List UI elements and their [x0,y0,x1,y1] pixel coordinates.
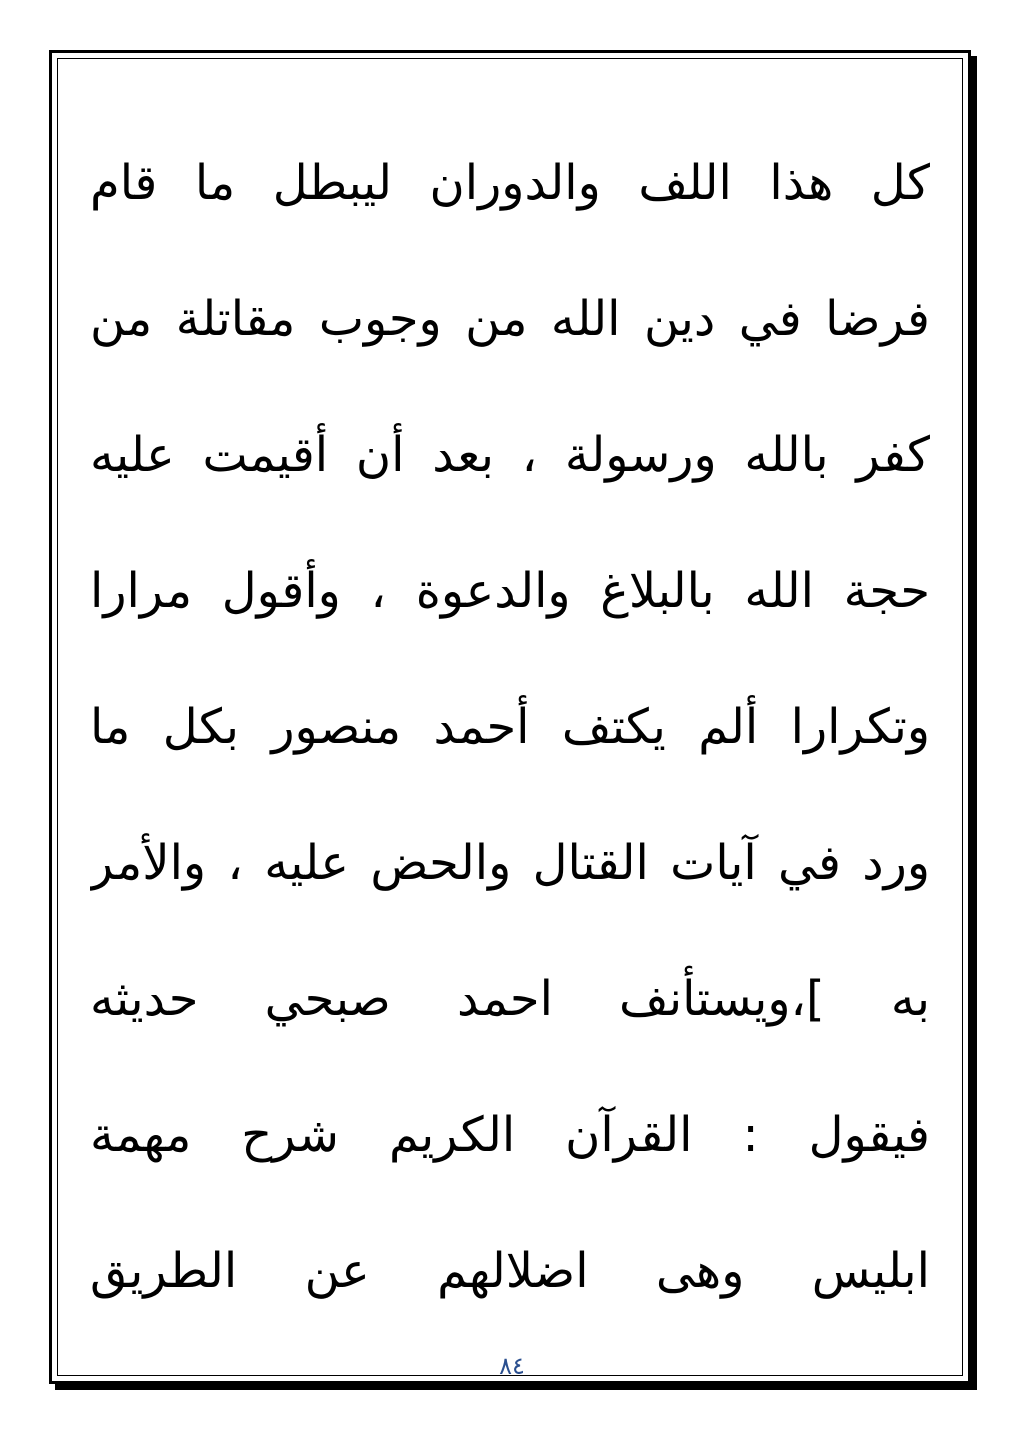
text-line-3: كفر بالله ورسولة ، بعد أن أقيمت عليه [90,427,930,483]
text-line-4: حجة الله بالبلاغ والدعوة ، وأقول مرارا [90,563,930,619]
text-line-8: فيقول : القرآن الكريم شرح مهمة [90,1107,930,1163]
text-line-2: فرضا في دين الله من وجوب مقاتلة من [90,291,930,347]
text-line-1: كل هذا اللف والدوران ليبطل ما قام [90,155,930,211]
text-line-7: به ]،ويستأنف احمد صبحي حديثه [90,971,930,1027]
body-text [90,115,930,1339]
text-line-5: وتكرارا ألم يكتف أحمد منصور بكل ما [90,699,930,755]
text-line-6: ورد في آيات القتال والحض عليه ، والأمر [90,835,930,891]
page-number: ٨٤ [499,1352,525,1380]
text-line-9: ابليس وهى اضلالهم عن الطريق [90,1243,930,1299]
